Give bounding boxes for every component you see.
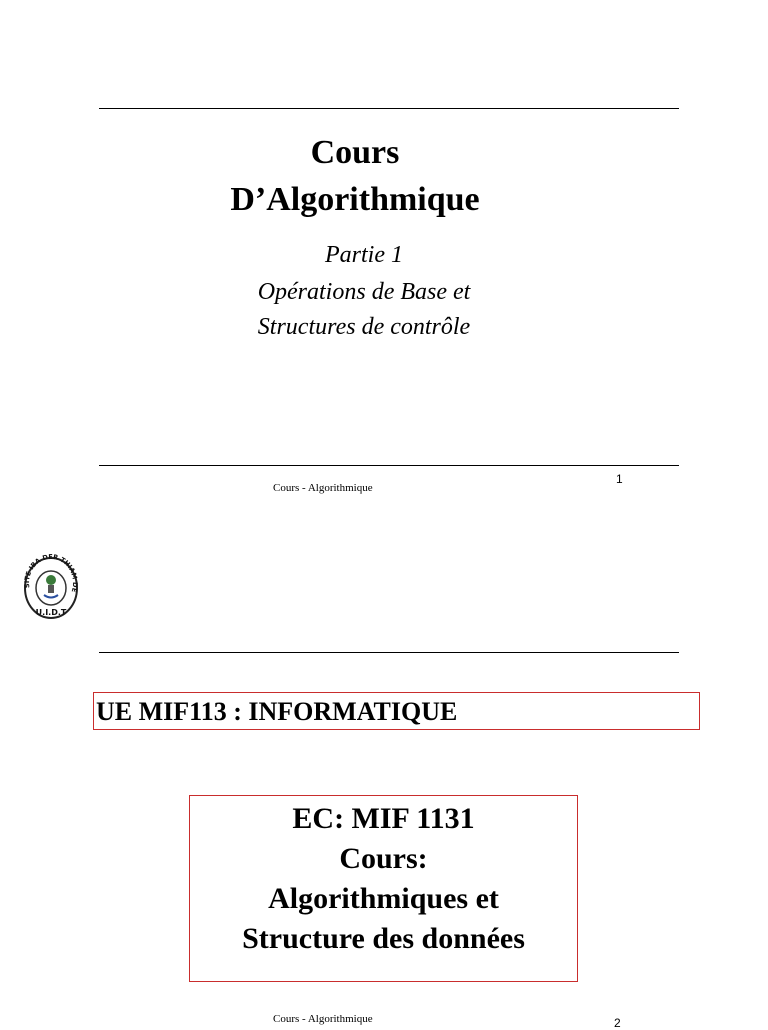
- ec-line-cours: Cours:: [339, 842, 428, 875]
- ec-line-structure: Structure des données: [242, 922, 525, 955]
- university-seal-icon: [20, 552, 82, 622]
- ec-line-code: EC: MIF 1131: [292, 802, 475, 835]
- slide1-subtitle-line3: Structures de contrôle: [257, 314, 471, 340]
- slide1-title-line1: Cours: [310, 134, 400, 171]
- slide1-title-line2: D’Algorithmique: [230, 181, 480, 218]
- slide1-subtitle-line2: Opérations de Base et: [257, 279, 471, 305]
- slide1-footer: Cours - Algorithmique: [273, 482, 373, 494]
- slide1-page-number: 1: [616, 472, 623, 486]
- slide1-bottom-rule: [99, 465, 679, 466]
- ec-line-algorithmiques: Algorithmiques et: [268, 882, 499, 915]
- logo-bottom-text: U.I.D.T: [35, 608, 67, 617]
- slide1-subtitle-line1: Partie 1: [325, 242, 403, 268]
- logo-arc-text: SITE IBA DER THIAM DE: [22, 552, 80, 594]
- slide1-top-rule: [99, 108, 679, 109]
- slide2-page-number: 2: [614, 1016, 621, 1030]
- ue-label-box: [93, 692, 700, 730]
- slide2-footer: Cours - Algorithmique: [273, 1013, 373, 1025]
- ec-course-box: [189, 795, 578, 982]
- ue-label: UE MIF113 : INFORMATIQUE: [96, 697, 458, 726]
- slide2-top-rule: [99, 652, 679, 653]
